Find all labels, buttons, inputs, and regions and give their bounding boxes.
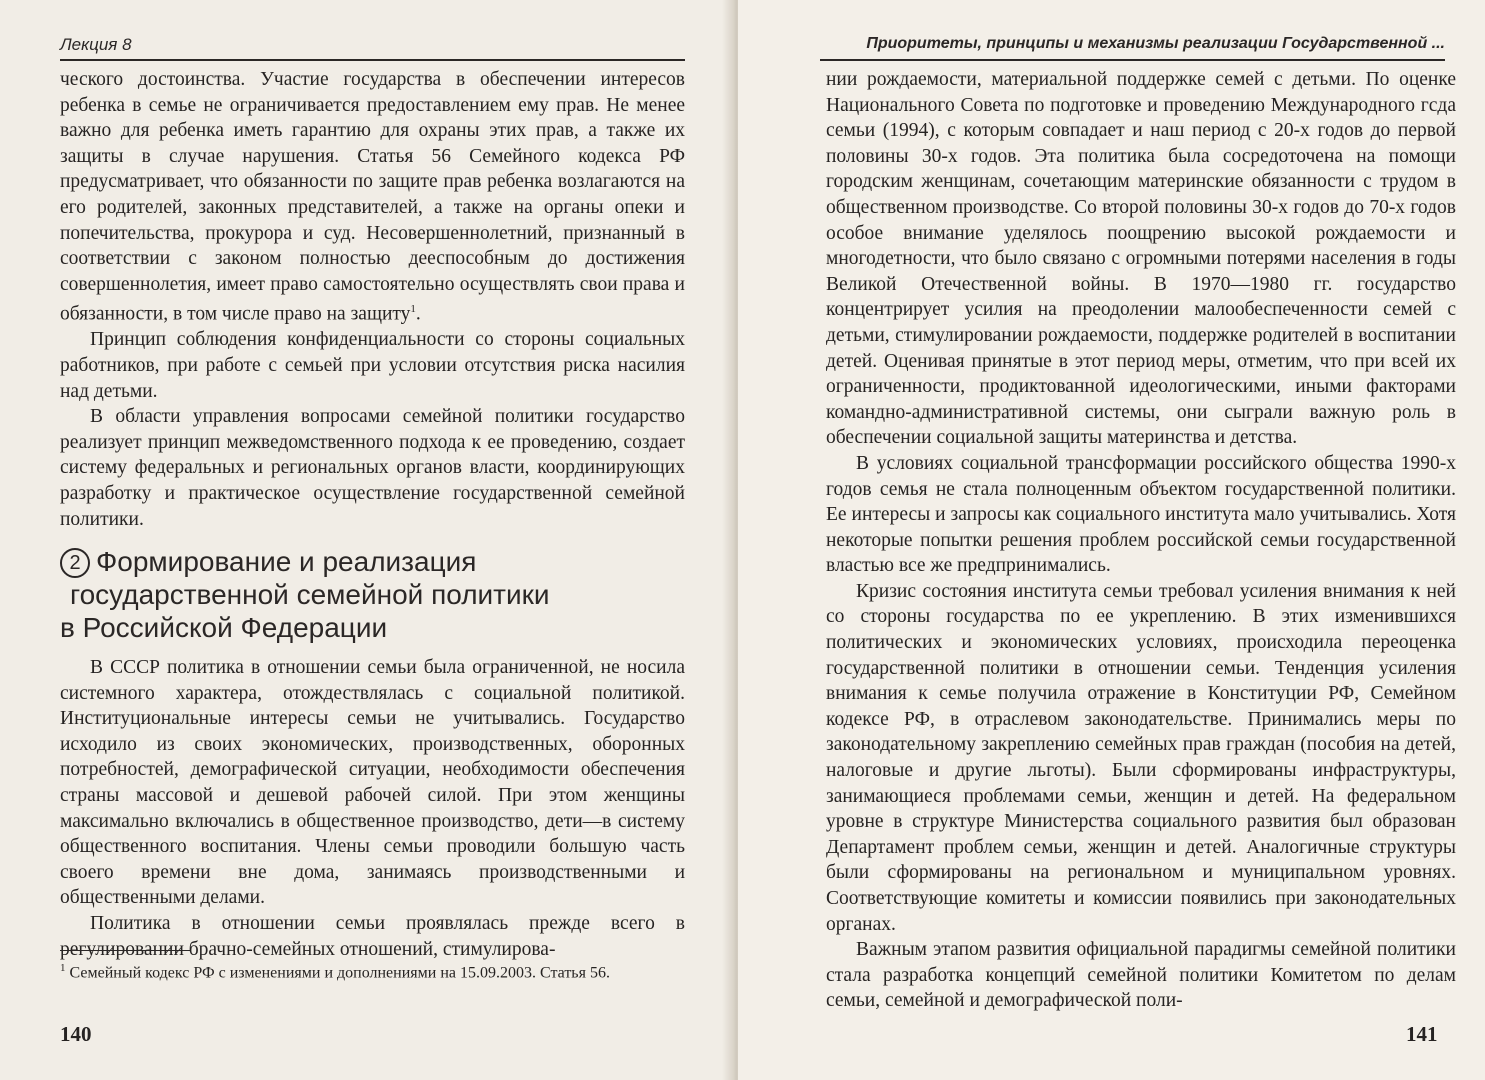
running-head-right: Приоритеты, принципы и механизмы реализации Государственной ... xyxy=(820,35,1445,61)
paragraph-text: ческого достоинства. Участие государства в обеспечении интересов ребенка в семье не ограничивается предоставлением ему прав. Не менее важно для ребенка иметь гарантию для охраны этих прав, а также их защиты в случае нарушения. Статья 56 Семейного кодекса РФ предусматривает, что обязанности по защите прав ребенка возлагаются на его родителей, законных представителей, а также на органы опеки и попечительства, прокурора и суд. Несовершеннолетний, признанный в соответствии с законом полностью дееспособным до достижения совершеннолетия, имеет право самостоятельно осуществлять свои права и обязанности, в том числе право на защиту xyxy=(60,69,685,325)
running-head-left: Лекция 8 xyxy=(60,35,685,61)
right-page xyxy=(738,0,1485,1080)
heading-text: Формирование и реализация xyxy=(96,546,477,577)
section-heading-line-1 xyxy=(60,545,620,578)
paragraph: Политика в отношении семьи проявлялась прежде всего в регулировании брачно-семейных отношений, стимулирова- xyxy=(60,912,685,960)
body-text-bottom xyxy=(60,655,685,962)
section-heading-line-2: государственной семейной политики xyxy=(70,579,550,610)
paragraph: Важным этапом развития официальной парадигмы семейной политики стала разработка концепций семейной политики Комитетом по делам семьи, семейной и демографической поли- xyxy=(826,939,1456,1012)
footnote xyxy=(60,957,685,984)
section-heading xyxy=(60,545,620,644)
footnote-ref[interactable]: 1 xyxy=(410,303,416,316)
paragraph: Принцип соблюдения конфиденциальности со стороны социальных работников, при работе с семьей при условии отсутствия риска насилия над детьми. xyxy=(60,329,685,402)
paragraph: Кризис состояния института семьи требовал усиления внимания к ней со стороны государства по ее укреплению. В этих изменившихся политических и экономических условиях, происходила переоценка государственной политики в отношении семьи. Тенденция усиления внимания к семье получила отражение в Конституции РФ, Семейном кодексе РФ, в отраслевом законодательстве. Принимались меры по законодательному закреплению семейных прав граждан (пособия на детей, налоговые и другие льготы). Были сформированы инфраструктуры, занимающиеся проблемами семьи, женщин и детей. На федеральном уровне в структуре Министерства социального развития был образован Департамент проблем семьи, женщин и детей. Аналогичные структуры были сформированы на региональном и муниципальном уровнях. Соответствующие комитеты и комиссии появились при законодательных органах. xyxy=(826,580,1456,935)
page-number-right: 141 xyxy=(1406,1022,1438,1046)
section-heading-line-3: в Российской Федерации xyxy=(60,612,388,643)
page-number-left: 140 xyxy=(60,1022,92,1046)
paragraph: В области управления вопросами семейной политики государство реализует принцип межведомственного подхода к ее проведению, создает систему федеральных и региональных органов власти, координирующих разработку и практическое осуществление государственной семейной политики. xyxy=(60,406,685,530)
body-text-right xyxy=(826,67,1456,1014)
body-text-top xyxy=(60,67,685,532)
paragraph: нии рождаемости, материальной поддержке семей с детьми. По оценке Национального Совета по подготовке и проведению Международного гсда семьи (1994), с которым совпадает и наш период с 20-х годов до первой половины 30-х годов. Эта политика была сосредоточена на помощи городским женщинам, сочетающим материнские обязанности с трудом в общественном производстве. Со второй половины 30-х годов до 70-х годов особое внимание уделялось поощрению высокой рождаемости и многодетности, что было связано с огромными потерями населения в годы Великой Отечественной войны. В 1970—1980 гг. государство концентрирует усилия на преодолении малообеспеченности семей с детьми, стимулировании рождаемости, поддержке родителей в воспитании детей. Оценивая принятые в этот период меры, отметим, что при всей их ограниченности, продиктованной идеологическими, иными факторами командно-административной системы, они сыграли важную роль в обеспечении социальной защиты материнства и детства. xyxy=(826,69,1456,449)
paragraph: В СССР политика в отношении семьи была ограниченной, не носила системного характера, отождествлялась с социальной политикой. Институциональные интересы семьи не учитывались. Государство исходило из своих экономических, производственных, оборонных потребностей, демографической ситуации, необходимости обеспечения страны массовой и дешевой рабочей силой. При этом женщины максимально включались в общественное производство, дети—в систему общественного воспитания. Члены семьи проводили большую часть своего времени вне дома, занимаясь производственными и общественными делами. xyxy=(60,657,685,909)
footnote-divider xyxy=(60,950,190,951)
footnote-text: Семейный кодекс РФ с изменениями и дополнениями на 15.09.2003. Статья 56. xyxy=(69,964,610,982)
paragraph: В условиях социальной трансформации российского общества 1990-х годов семья не стала полноценным объектом государственной политики. Ее интересы и запросы как социального института мало учитывались. Хотя некоторые попытки решения проблем российской семьи государственной властью все же предпринимались. xyxy=(826,452,1456,577)
section-number-badge: 2 xyxy=(60,548,90,578)
paragraph: ческого достоинства. Участие государства в обеспечении интересов ребенка в семье не ограничивается предоставлением ему прав. Не менее важно для ребенка иметь гарантию для охраны этих прав, а также их защиты в случае нарушения. Статья 56 Семейного кодекса РФ предусматривает, что обязанности по защите прав ребенка возлагаются на его родителей, законных представителей, а также на органы опеки и попечительства, прокурора и суд. Несовершеннолетний, признанный в соответствии с законом полностью дееспособным до достижения совершеннолетия, имеет право самостоятельно осуществлять свои права и обязанности, в том числе право на защиту$^1$. xyxy=(60,69,685,325)
footnote-marker: 1 xyxy=(60,962,66,974)
left-page xyxy=(0,0,732,1080)
